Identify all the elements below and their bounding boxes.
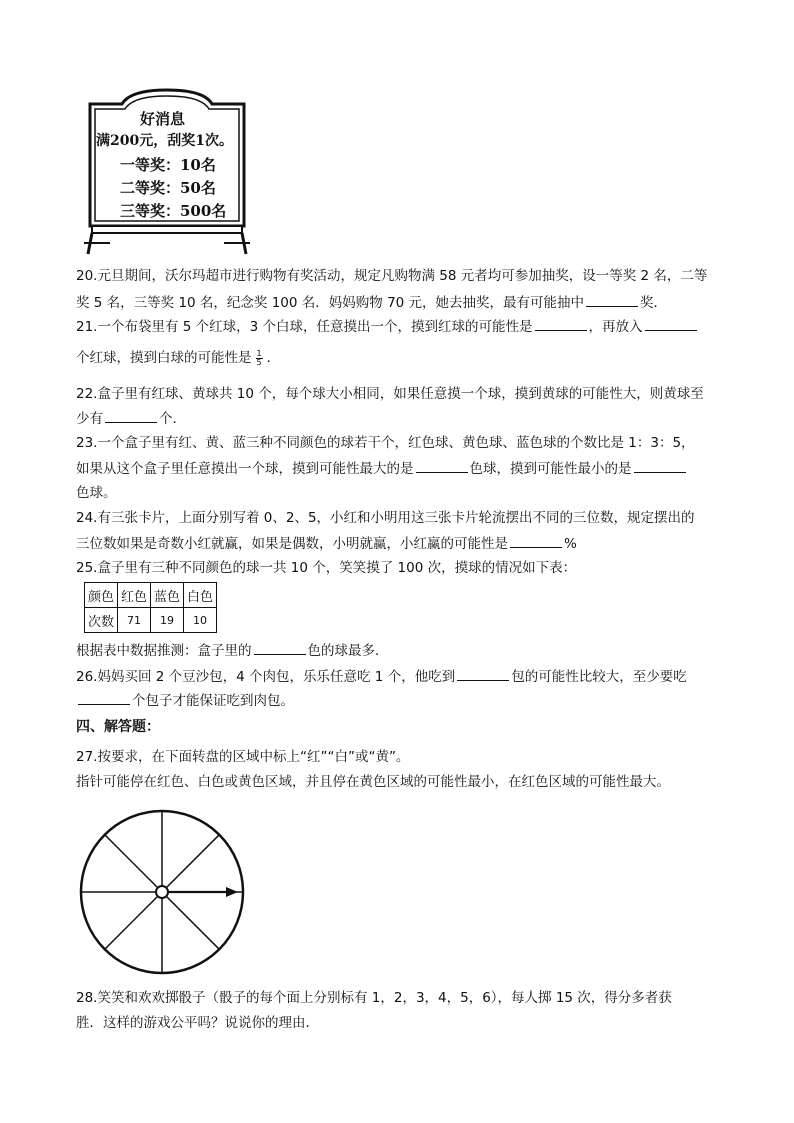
table-cell: 19 — [151, 608, 184, 633]
prize-notice-board — [82, 86, 252, 256]
q27-line2: 指针可能停在红色、白色或黄色区域，并且停在黄色区域的可能性最小，在红色区域的可能性最大。 — [76, 774, 670, 790]
table-row — [85, 608, 217, 633]
q21-answer-blank-1[interactable] — [535, 316, 587, 331]
sign-prize-1: 一等奖：10名 — [120, 156, 216, 174]
sign-title: 好消息 — [140, 110, 186, 128]
q20-line2: 奖 5 名，三等奖 10 名，纪念奖 100 名．妈妈购物 70 元，她去抽奖，最有可能抽中 奖． — [76, 292, 667, 313]
table-header-cell: 蓝色 — [151, 583, 184, 608]
q24-line1: 24.有三张卡片，上面分别写着 0、2、5，小红和小明用这三张卡片轮流摆出不同的三位数，规定摆出的 — [76, 510, 695, 526]
table-header-cell: 白色 — [184, 583, 217, 608]
q26-line1: 26.妈妈买回 2 个豆沙包，4 个肉包，乐乐任意吃 1 个，他吃到 包的可能性比较大，至少要吃 — [76, 666, 687, 687]
spinner-hub — [156, 886, 168, 898]
q20-answer-blank[interactable] — [586, 292, 638, 307]
q25-answer-blank[interactable] — [254, 640, 306, 655]
ball-count-table — [84, 582, 217, 633]
q23-line3: 色球。 — [76, 485, 117, 501]
q26-line2: 个包子才能保证吃到肉包。 — [76, 690, 294, 711]
table-header-cell: 颜色 — [85, 583, 118, 608]
q22-answer-blank[interactable] — [105, 408, 157, 423]
section-heading-solve: 四、解答题： — [76, 719, 160, 735]
q21-line1: 21.一个布袋里有 5 个红球，3 个白球，任意摸出一个，摸到红球的可能性是 ，再放入 — [76, 316, 699, 337]
fraction-one-fifth: $\frac{1}{5}$ — [256, 348, 262, 367]
q22-line2: 少有 个． — [76, 408, 186, 429]
q21-answer-blank-2[interactable] — [645, 316, 697, 331]
q20-line1: 20.元旦期间，沃尔玛超市进行购物有奖活动，规定凡购物满 58 元者均可参加抽奖，设一等奖 2 名，二等 — [76, 268, 708, 284]
q21-line2: 个红球，摸到白球的可能性是 $\frac{1}{5}$ ． — [76, 348, 281, 367]
q22-line1: 22.盒子里有红球、黄球共 10 个，每个球大小相同，如果任意摸一个球，摸到黄球的可能性大，则黄球至 — [76, 386, 704, 402]
table-cell: 10 — [184, 608, 217, 633]
table-header-cell: 红色 — [118, 583, 151, 608]
q24-answer-blank[interactable] — [510, 533, 562, 548]
spinner-wheel[interactable] — [78, 808, 246, 976]
q28-line2: 胜．这样的游戏公平吗？说说你的理由． — [76, 1015, 319, 1031]
sign-prize-3: 三等奖：500名 — [120, 202, 227, 220]
q26-answer-blank-1[interactable] — [457, 666, 509, 681]
q26-answer-blank-2[interactable] — [78, 690, 130, 705]
q27-line1: 27.按要求，在下面转盘的区域中标上“红”“白”或“黄”。 — [76, 749, 410, 765]
table-cell: 71 — [118, 608, 151, 633]
q23-line2: 如果从这个盒子里任意摸出一个球，摸到可能性最大的是 色球，摸到可能性最小的是 — [76, 458, 688, 479]
sign-prize-2: 二等奖：50名 — [120, 179, 216, 197]
q23-line1: 23.一个盒子里有红、黄、蓝三种不同颜色的球若干个，红色球、黄色球、蓝色球的个数比是 1：3：5， — [76, 435, 695, 451]
table-row-label: 次数 — [85, 608, 118, 633]
q23-answer-blank-2[interactable] — [634, 458, 686, 473]
q28-line1: 28.笑笑和欢欢掷骰子（骰子的每个面上分别标有 1，2，3，4，5，6），每人掷 15 次，得分多者获 — [76, 990, 672, 1006]
sign-rule: 满200元，刮奖1次。 — [96, 133, 233, 149]
q24-line2: 三位数如果是奇数小红就赢，如果是偶数，小明就赢，小红赢的可能性是 % — [76, 533, 577, 554]
q25-line1: 25.盒子里有三种不同颜色的球一共 10 个，笑笑摸了 100 次，摸球的情况如下表： — [76, 560, 577, 576]
q25-line2: 根据表中数据推测：盒子里的 色的球最多． — [76, 640, 389, 661]
table-row — [85, 583, 217, 608]
q23-answer-blank-1[interactable] — [416, 458, 468, 473]
